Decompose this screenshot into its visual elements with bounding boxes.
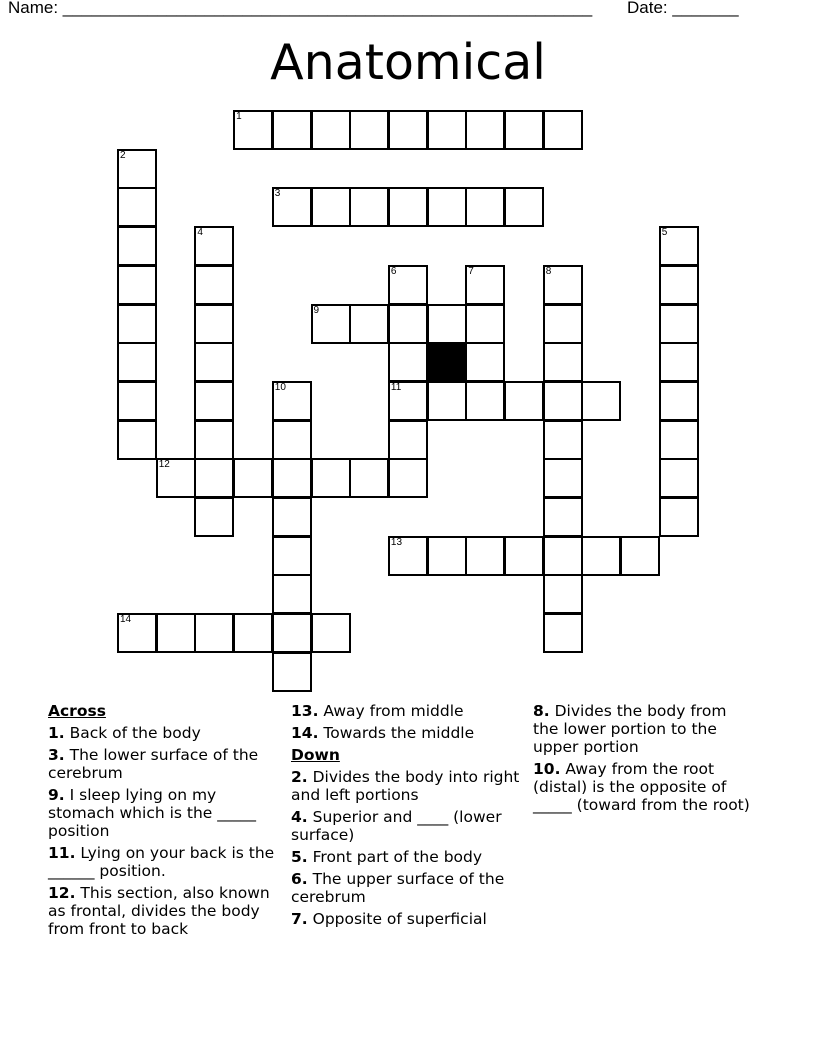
clue-number: 3. — [48, 746, 65, 764]
cell-number: 13 — [390, 536, 403, 548]
grid-cell[interactable] — [543, 613, 583, 653]
grid-cell[interactable] — [117, 226, 157, 266]
clue-number: 12. — [48, 884, 76, 902]
grid-cell[interactable] — [311, 458, 351, 498]
cell-number: 11 — [390, 381, 402, 393]
grid-cell[interactable] — [311, 110, 351, 150]
cell-number: 7 — [468, 265, 474, 277]
grid-cell[interactable] — [659, 497, 699, 537]
grid-cell[interactable] — [194, 265, 234, 305]
grid-cell[interactable] — [117, 304, 157, 344]
grid-cell[interactable] — [194, 226, 234, 266]
grid-cell[interactable] — [504, 536, 544, 576]
clue-down-4 — [291, 808, 527, 844]
clue-text: I sleep lying on my stomach which is the _____ position — [48, 786, 257, 840]
clue-across-1 — [48, 724, 284, 742]
grid-cell[interactable] — [349, 304, 389, 344]
grid-cell[interactable] — [543, 110, 583, 150]
grid-cell[interactable] — [233, 613, 273, 653]
cell-number: 9 — [313, 304, 320, 316]
grid-cell[interactable] — [581, 536, 621, 576]
grid-cell[interactable] — [504, 110, 544, 150]
clue-down-6 — [291, 870, 527, 906]
grid-cell[interactable] — [272, 187, 312, 227]
clue-down-10 — [533, 760, 753, 814]
clue-down-5 — [291, 848, 527, 866]
clue-number: 9. — [48, 786, 65, 804]
grid-cell[interactable] — [659, 265, 699, 305]
clue-across-14 — [291, 724, 527, 742]
grid-cell[interactable] — [311, 613, 351, 653]
grid-cell[interactable] — [504, 381, 544, 421]
grid-cell[interactable] — [465, 342, 505, 382]
clue-text: The lower surface of the cerebrum — [48, 746, 259, 782]
grid-cell[interactable] — [272, 381, 312, 421]
name-field-label: Name: ________________________________________________________ — [8, 0, 593, 17]
cell-number: 2 — [120, 149, 126, 161]
grid-cell[interactable] — [427, 381, 467, 421]
grid-cell[interactable] — [117, 265, 157, 305]
clue-text: Back of the body — [69, 724, 201, 742]
grid-cell[interactable] — [388, 304, 428, 344]
grid-cell[interactable] — [272, 613, 312, 653]
clue-number: 14. — [291, 724, 319, 742]
grid-cell[interactable] — [543, 497, 583, 537]
clue-across-12 — [48, 884, 284, 938]
grid-cell[interactable] — [272, 458, 312, 498]
cell-number: 5 — [661, 227, 668, 239]
grid-cell[interactable] — [156, 458, 196, 498]
grid-cell[interactable] — [388, 381, 428, 421]
clues-column-1 — [48, 702, 284, 942]
grid-cell[interactable] — [388, 342, 428, 382]
grid-cell[interactable] — [388, 110, 428, 150]
clue-across-3 — [48, 746, 284, 782]
grid-cell[interactable] — [581, 381, 621, 421]
grid-cell[interactable] — [388, 536, 428, 576]
cell-number: 3 — [274, 188, 281, 200]
clue-number: 10. — [533, 760, 561, 778]
grid-cell[interactable] — [427, 304, 467, 344]
clues-column-3 — [533, 702, 753, 818]
grid-cell[interactable] — [272, 110, 312, 150]
clue-down-7 — [291, 910, 527, 928]
grid-cell[interactable] — [659, 458, 699, 498]
grid-cell[interactable] — [543, 574, 583, 614]
black-square — [427, 342, 467, 382]
clue-across-9 — [48, 786, 284, 840]
grid-cell[interactable] — [117, 381, 157, 421]
cell-number: 6 — [390, 265, 397, 277]
clue-down-2 — [291, 768, 527, 804]
grid-cell[interactable] — [659, 304, 699, 344]
clue-text: Divides the body from the lower portion to the upper portion — [533, 702, 727, 756]
clue-text: This section, also known as frontal, divides the body from front to back — [48, 884, 270, 938]
clue-number: 11. — [48, 844, 76, 862]
grid-cell[interactable] — [194, 458, 234, 498]
grid-cell[interactable] — [388, 420, 428, 460]
clue-text: Towards the middle — [323, 724, 475, 742]
grid-cell[interactable] — [272, 536, 312, 576]
clue-number: 7. — [291, 910, 308, 928]
grid-cell[interactable] — [194, 420, 234, 460]
grid-cell[interactable] — [465, 381, 505, 421]
cell-number: 8 — [545, 265, 552, 277]
grid-cell[interactable] — [427, 187, 467, 227]
grid-cell[interactable] — [194, 613, 234, 653]
down-heading: Down — [291, 746, 340, 764]
grid-cell[interactable] — [194, 497, 234, 537]
cell-number: 12 — [158, 459, 170, 471]
grid-cell[interactable] — [233, 458, 273, 498]
grid-cell[interactable] — [311, 187, 351, 227]
grid-cell[interactable] — [543, 342, 583, 382]
grid-cell[interactable] — [388, 187, 428, 227]
puzzle-title: Anatomical — [270, 34, 546, 91]
grid-cell[interactable] — [349, 110, 389, 150]
grid-cell[interactable] — [465, 304, 505, 344]
grid-cell[interactable] — [349, 458, 389, 498]
across-heading: Across — [48, 702, 106, 720]
clue-text: Superior and ____ (lower surface) — [291, 808, 502, 844]
grid-cell[interactable] — [543, 458, 583, 498]
clue-number: 1. — [48, 724, 65, 742]
cell-number: 4 — [197, 227, 203, 239]
grid-cell[interactable] — [659, 342, 699, 382]
clue-number: 5. — [291, 848, 308, 866]
grid-cell[interactable] — [659, 420, 699, 460]
clue-number: 2. — [291, 768, 308, 786]
grid-cell[interactable] — [272, 652, 312, 692]
clue-text: Opposite of superficial — [312, 910, 487, 928]
date-field-label: Date: _______ — [627, 0, 739, 17]
grid-cell[interactable] — [465, 110, 505, 150]
grid-cell[interactable] — [543, 304, 583, 344]
grid-cell[interactable] — [194, 304, 234, 344]
clue-text: Front part of the body — [312, 848, 483, 866]
grid-cell[interactable] — [233, 110, 273, 150]
clue-number: 4. — [291, 808, 308, 826]
grid-cell[interactable] — [194, 381, 234, 421]
clue-text: Away from the root (distal) is the opposite of _____ (toward from the root) — [533, 760, 750, 814]
clue-down-8 — [533, 702, 753, 756]
grid-cell[interactable] — [543, 420, 583, 460]
grid-cell[interactable] — [311, 304, 351, 344]
clue-text: Divides the body into right and left portions — [291, 768, 520, 804]
grid-cell[interactable] — [117, 187, 157, 227]
grid-cell[interactable] — [272, 574, 312, 614]
clue-text: Away from middle — [323, 702, 464, 720]
grid-cell[interactable] — [117, 149, 157, 189]
grid-cell[interactable] — [465, 187, 505, 227]
clue-number: 8. — [533, 702, 550, 720]
grid-cell[interactable] — [272, 420, 312, 460]
clue-across-11 — [48, 844, 284, 880]
cell-number: 14 — [120, 614, 132, 626]
grid-cell[interactable] — [465, 536, 505, 576]
grid-cell[interactable] — [117, 613, 157, 653]
grid-cell[interactable] — [117, 342, 157, 382]
grid-cell[interactable] — [388, 265, 428, 305]
clue-across-13 — [291, 702, 527, 720]
grid-cell[interactable] — [543, 381, 583, 421]
grid-cell[interactable] — [504, 187, 544, 227]
grid-cell[interactable] — [427, 110, 467, 150]
grid-cell[interactable] — [543, 265, 583, 305]
grid-cell[interactable] — [659, 381, 699, 421]
grid-cell[interactable] — [659, 226, 699, 266]
clues-column-2 — [291, 702, 527, 932]
cell-number: 10 — [274, 381, 286, 393]
grid-cell[interactable] — [194, 342, 234, 382]
grid-cell[interactable] — [156, 613, 196, 653]
clue-number: 6. — [291, 870, 308, 888]
grid-cell[interactable] — [427, 536, 467, 576]
clue-text: Lying on your back is the ______ position. — [48, 844, 275, 880]
clue-text: The upper surface of the cerebrum — [291, 870, 505, 906]
cell-number: 1 — [236, 111, 242, 122]
grid-cell[interactable] — [272, 497, 312, 537]
grid-cell[interactable] — [388, 458, 428, 498]
clue-number: 13. — [291, 702, 319, 720]
grid-cell[interactable] — [465, 265, 505, 305]
grid-cell[interactable] — [543, 536, 583, 576]
grid-cell[interactable] — [117, 420, 157, 460]
grid-cell[interactable] — [349, 187, 389, 227]
grid-cell[interactable] — [620, 536, 660, 576]
